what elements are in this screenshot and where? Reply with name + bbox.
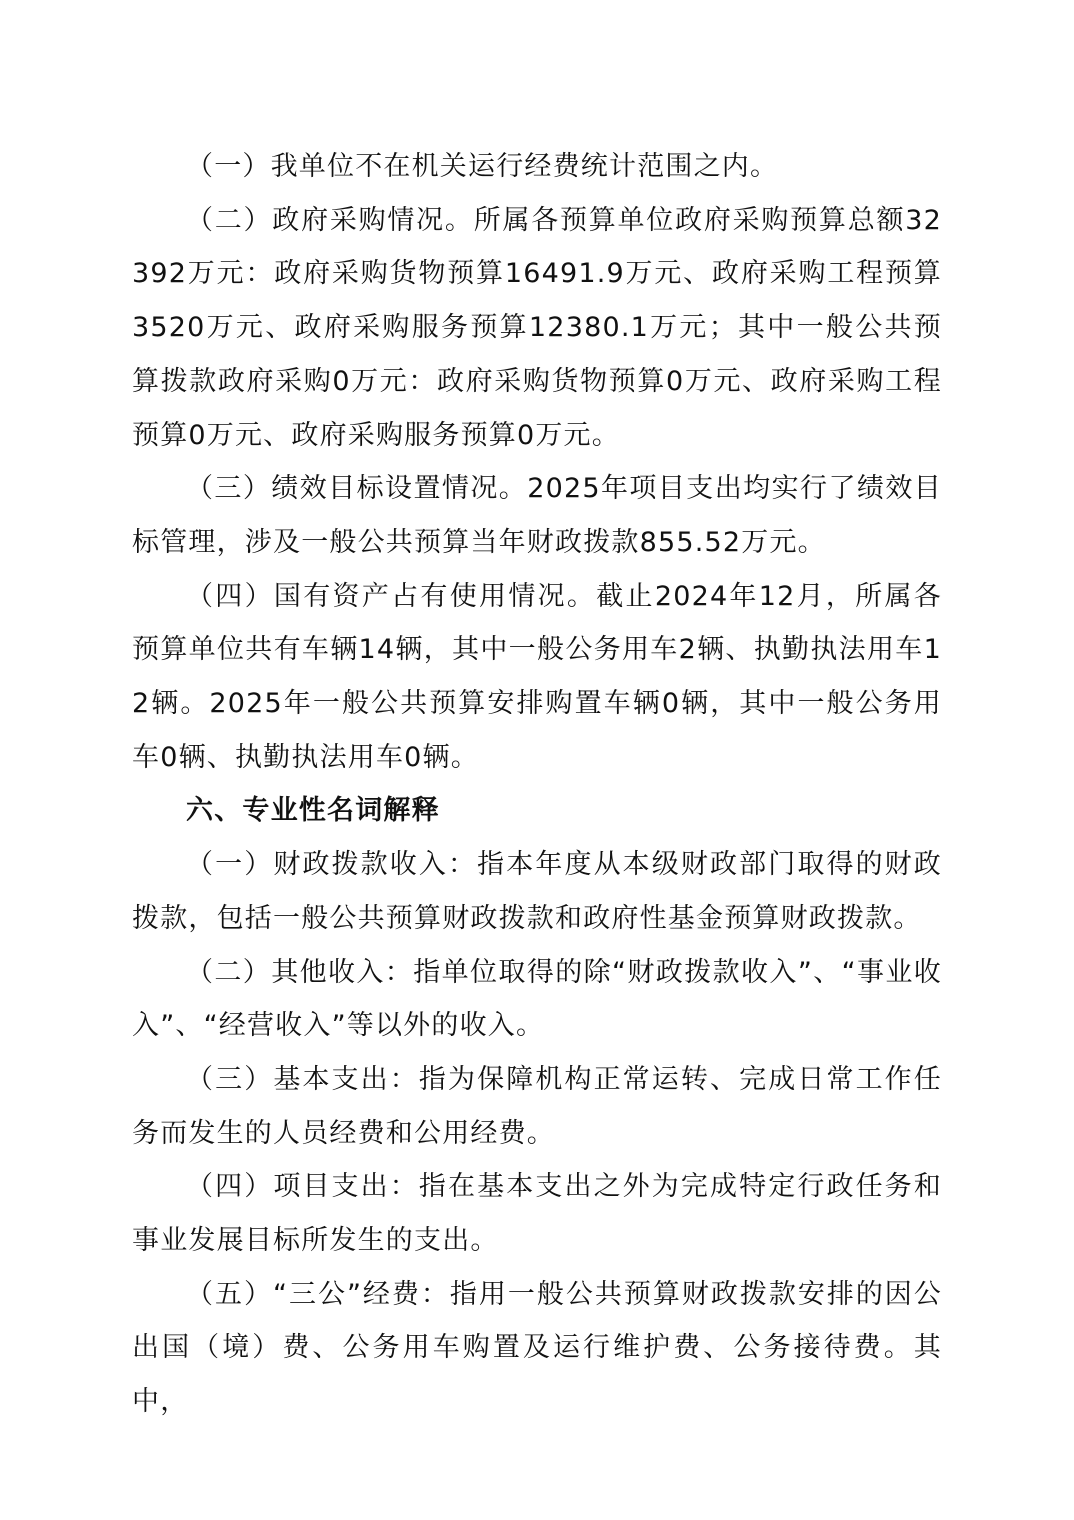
- definition-basic-expenditure: （三）基本支出：指为保障机构正常运转、完成日常工作任务而发生的人员经费和公用经费。: [132, 1063, 942, 1149]
- paragraph-operating-expenses: （一）我单位不在机关运行经费统计范围之内。: [186, 151, 779, 182]
- paragraph-state-assets: （四）国有资产占有使用情况。截止2024年12月，所属各预算单位共有车辆14辆，其中一般公务用车2辆、执勤执法用车12辆。2025年一般公共预算安排购置车辆0辆，其中一般公务用车0辆、执勤执法用车0辆。: [132, 580, 942, 773]
- section-heading: 六、专业性名词解释: [186, 795, 440, 827]
- paragraph-government-procurement: （二）政府采购情况。所属各预算单位政府采购预算总额32392万元：政府采购货物预算16491.9万元、政府采购工程预算 3520万元、政府采购服务预算12380.1万元；其中一般公共预算拨款政府采购0万元：政府采购货物预算0万元、政府采购工程预算0万元、政府采购服务预算0万元。: [132, 204, 942, 451]
- definition-other-income: （二）其他收入：指单位取得的除“财政拨款收入”、“事业收入”、“经营收入”等以外的收入。: [132, 956, 942, 1042]
- paragraph-performance-targets: （三）绩效目标设置情况。2025年项目支出均实行了绩效目标管理，涉及一般公共预算当年财政拨款855.52万元。: [132, 473, 942, 558]
- document-body: [132, 140, 942, 1429]
- definition-project-expenditure: （四）项目支出：指在基本支出之外为完成特定行政任务和事业发展目标所发生的支出。: [132, 1171, 942, 1257]
- definition-fiscal-appropriation-income: （一）财政拨款收入：指本年度从本级财政部门取得的财政拨款，包括一般公共预算财政拨款和政府性基金预算财政拨款。: [132, 849, 942, 934]
- definition-three-public-expenses: （五）“三公”经费：指用一般公共预算财政拨款安排的因公出国（境）费、公务用车购置及运行维护费、公务接待费。其中，: [132, 1278, 942, 1418]
